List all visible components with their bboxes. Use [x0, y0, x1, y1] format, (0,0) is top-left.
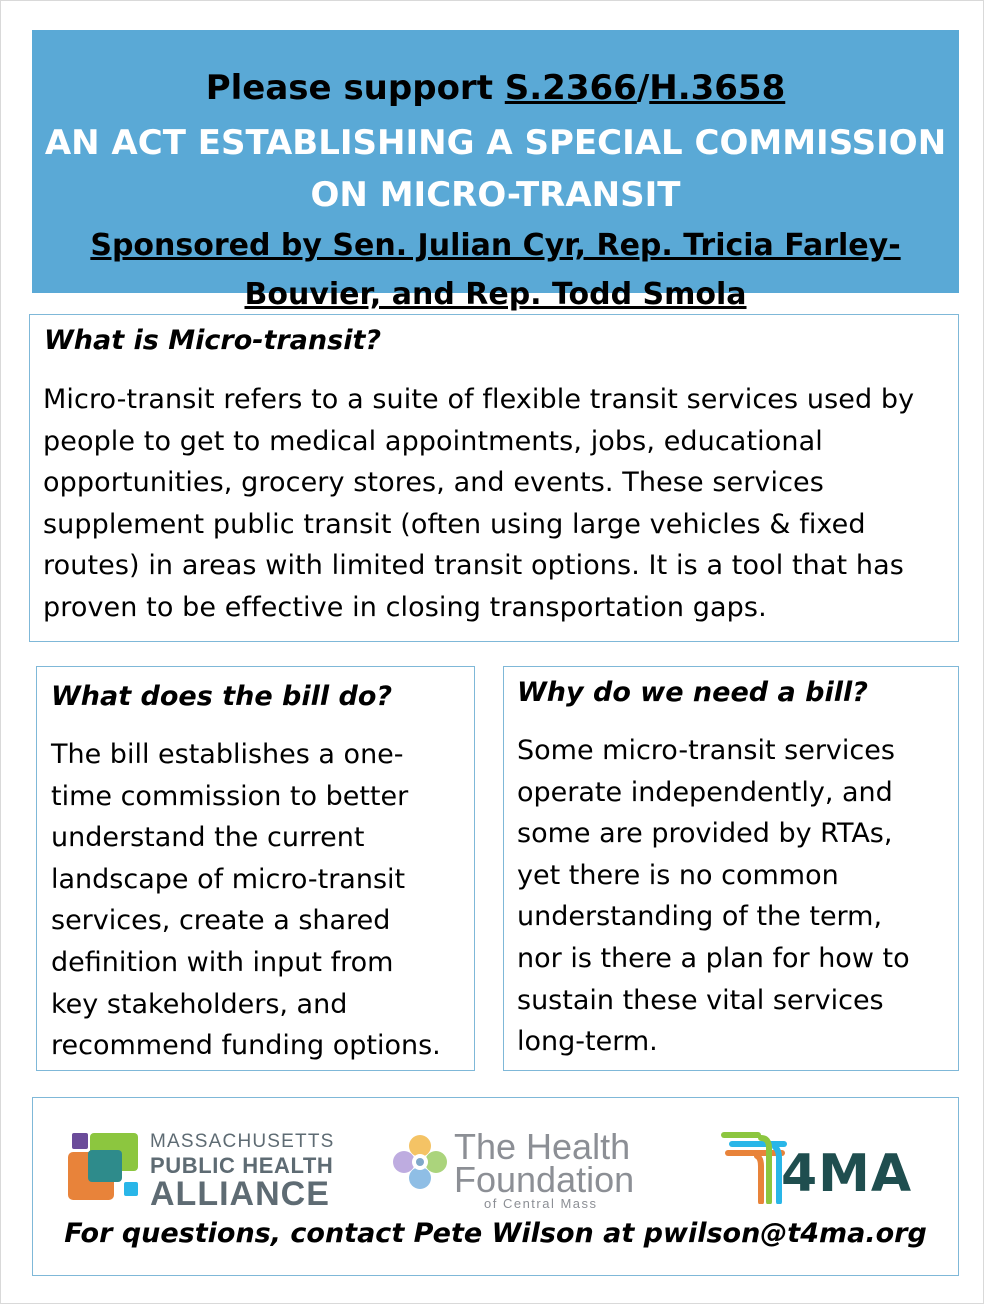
contact-line: For questions, contact Pete Wilson at pwilson@t4ma.org	[64, 1218, 927, 1249]
text-line: long-term.	[517, 1026, 658, 1058]
text-line: definition with input from	[51, 946, 394, 978]
sponsors-line-1: Sponsored by Sen. Julian Cyr, Rep. Tricia Farley-	[90, 228, 901, 263]
t4ma-wordmark: 4MA	[781, 1144, 913, 1204]
health-foundation-flower-icon	[390, 1132, 450, 1192]
text-line: routes) in areas with limited transit options. It is a tool that has	[43, 550, 904, 582]
t4ma-logo	[721, 1128, 921, 1208]
text-line: key stakeholders, and	[51, 988, 348, 1020]
text-line: landscape of micro-transit	[51, 863, 406, 895]
act-title-line-1: AN ACT ESTABLISHING A SPECIAL COMMISSION	[44, 123, 947, 163]
header-banner	[32, 30, 959, 312]
what-is-heading: What is Micro-transit?	[44, 325, 382, 356]
health-foundation-logo	[390, 1126, 650, 1216]
mpha-logo	[68, 1130, 338, 1213]
text-line: people to get to medical appointments, jobs, educational	[43, 425, 823, 457]
text-line: recommend funding options.	[51, 1030, 441, 1062]
text-line: services, create a shared	[51, 905, 391, 937]
text-line: understand the current	[51, 822, 365, 854]
why-need-body	[517, 730, 947, 1063]
mpha-line-3: ALLIANCE	[150, 1175, 330, 1213]
bill-separator: /	[636, 68, 650, 108]
what-is-micro-transit-box	[29, 314, 959, 642]
mpha-squares-icon	[68, 1130, 148, 1210]
text-line: operate independently, and	[517, 776, 893, 808]
text-line: proven to be effective in closing transportation gaps.	[43, 591, 767, 623]
hf-line-2: Foundation	[454, 1159, 635, 1200]
footer-box	[32, 1097, 959, 1276]
text-line: opportunities, grocery stores, and events. These services	[43, 467, 824, 499]
text-line: nor is there a plan for how to	[517, 942, 910, 974]
house-bill-link[interactable]: H.3658	[649, 68, 786, 108]
why-need-bill-box	[503, 666, 959, 1071]
hf-line-3: of Central Mass	[484, 1196, 598, 1211]
what-does-bill-do-box	[36, 666, 475, 1071]
text-line: supplement public transit (often using large vehicles & fixed	[43, 508, 866, 540]
bill-does-heading: What does the bill do?	[51, 681, 393, 712]
hf-line-1: The Health	[454, 1126, 631, 1167]
text-line: some are provided by RTAs,	[517, 818, 893, 850]
text-line: sustain these vital services	[517, 984, 884, 1016]
bill-does-body	[51, 734, 471, 1067]
mpha-line-2: PUBLIC HEALTH	[150, 1153, 334, 1178]
text-line: Micro-transit refers to a suite of flexible transit services used by	[43, 384, 915, 415]
mpha-line-1: MASSACHUSETTS	[150, 1131, 335, 1152]
what-is-body	[43, 379, 943, 629]
why-need-heading: Why do we need a bill?	[517, 677, 868, 708]
text-line: Some micro-transit services	[517, 735, 895, 766]
act-title-line-2: ON MICRO-TRANSIT	[310, 175, 681, 215]
text-line: The bill establishes a one-	[51, 739, 404, 770]
senate-bill-link[interactable]: S.2366	[504, 68, 637, 108]
text-line: understanding of the term,	[517, 901, 883, 933]
header-support-line	[32, 68, 959, 108]
text-line: yet there is no common	[517, 859, 839, 891]
text-line: time commission to better	[51, 780, 409, 812]
support-prefix: Please support	[205, 68, 505, 108]
sponsors-line-2: Bouvier, and Rep. Todd Smola	[244, 277, 747, 312]
